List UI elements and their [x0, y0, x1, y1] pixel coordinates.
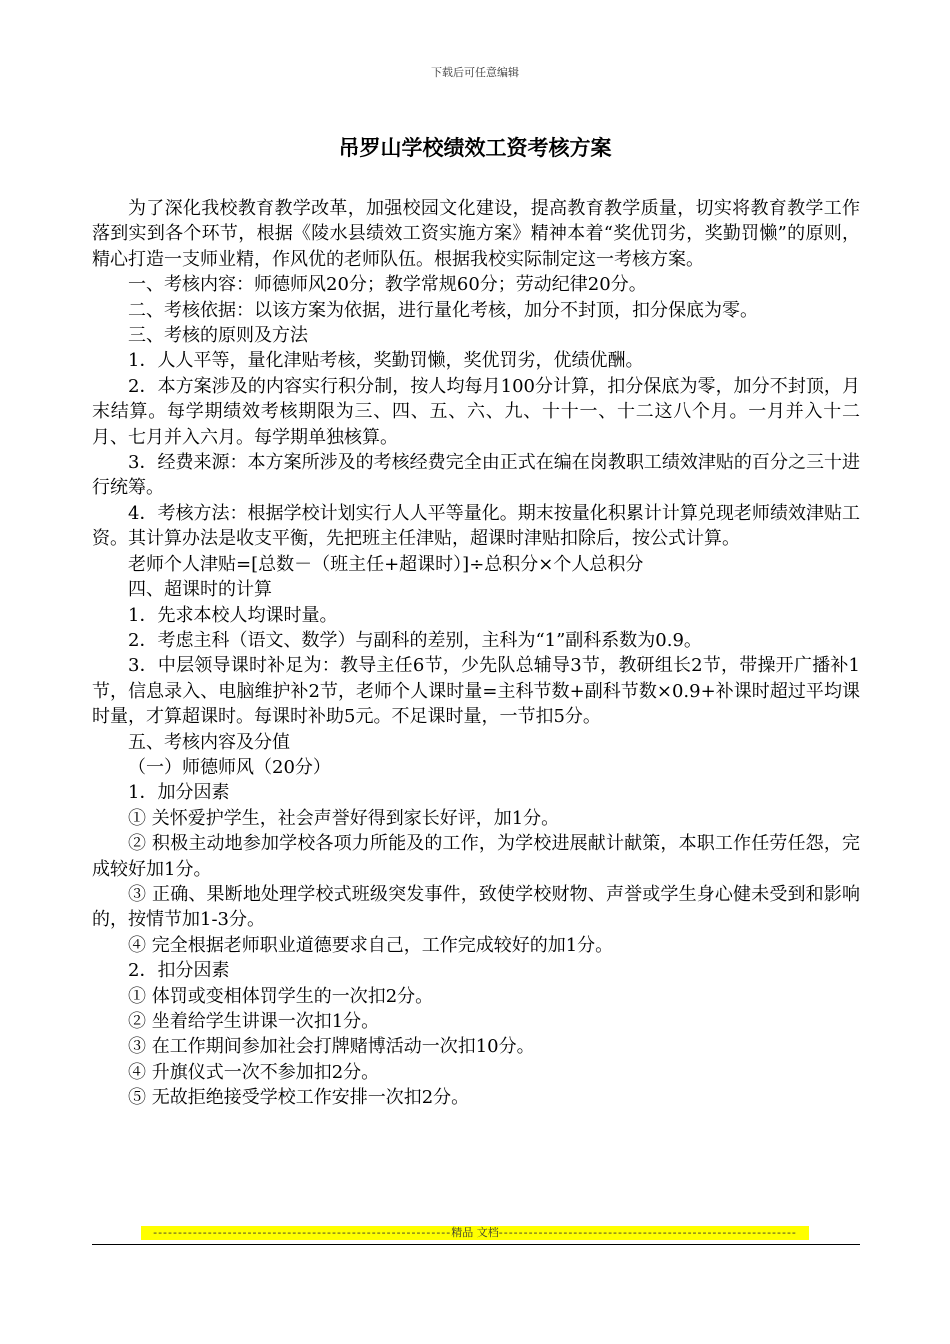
- paragraph: 三、考核的原则及方法: [128, 325, 308, 347]
- paragraph: 二、考核依据：以该方案为依据，进行量化考核，加分不封顶，扣分保底为零。: [128, 299, 758, 321]
- footer-dashes-left: ------------------------------------------------------------: [153, 1226, 452, 1239]
- paragraph: ③ 在工作期间参加社会打牌赌博活动一次扣10分。: [128, 1036, 535, 1058]
- paragraph: 老师个人津贴=[总数－（班主任+超课时）]÷总积分×个人总积分: [128, 553, 644, 575]
- paragraph: 四、超课时的计算: [128, 579, 272, 601]
- page-header: 下载后可任意编辑: [431, 66, 519, 79]
- paragraph: ③ 正确、果断地处理学校式班级突发事件，致使学校财物、声誉或学生身心健未受到和影响的，按情节加1-3分。: [92, 883, 860, 931]
- paragraph: 4．考核方法：根据学校计划实行人人平等量化。期末按量化积累计计算兑现老师绩效津贴工资。其计算办法是收支平衡，先把班主任津贴，超课时津贴扣除后，按公式计算。: [92, 502, 860, 550]
- document-body: [92, 196, 860, 1111]
- footer-rule: [92, 1244, 860, 1245]
- paragraph: ① 体罚或变相体罚学生的一次扣2分。: [128, 985, 434, 1007]
- document-title: 吊罗山学校绩效工资考核方案: [338, 136, 612, 160]
- paragraph: 五、考核内容及分值: [128, 731, 290, 753]
- paragraph: 为了深化我校教育教学改革，加强校园文化建设，提高教育教学质量，切实将教育教学工作落到实到各个环节，根据《陵水县绩效工资实施方案》精神本着“奖优罚劣，奖勤罚懒”的原则，精心打造一支师业精，作风优的老师队伍。根据我校实际制定这一考核方案。: [92, 198, 860, 270]
- paragraph: ② 坐着给学生讲课一次扣1分。: [128, 1011, 380, 1032]
- paragraph: ④ 完全根据老师职业道德要求自己，工作完成较好的加1分。: [128, 934, 614, 956]
- paragraph: 2．本方案涉及的内容实行积分制，按人均每月100分计算，扣分保底为零，加分不封顶，月末结算。每学期绩效考核期限为三、四、五、六、九、十十一、十二这八个月。一月并入十二月、七月并入六月。每学期单独核算。: [92, 375, 860, 448]
- paragraph: ⑤ 无故拒绝接受学校工作安排一次扣2分。: [128, 1087, 470, 1109]
- paragraph: （一）师德师风（20分）: [128, 756, 331, 778]
- paragraph: 2．考虑主科（语文、数学）与副科的差别，主科为“1”副科系数为0.9。: [128, 629, 702, 651]
- footer-label: 精品 文档: [451, 1226, 499, 1239]
- paragraph: 1．加分因素: [128, 782, 230, 804]
- paragraph: 一、考核内容：师德师风20分；教学常规60分；劳动纪律20分。: [128, 274, 647, 296]
- paragraph: ① 关怀爱护学生，社会声誉好得到家长好评，加1分。: [128, 807, 560, 829]
- paragraph: 1．先求本校人均课时量。: [128, 604, 338, 626]
- paragraph: 3．经费来源：本方案所涉及的考核经费完全由正式在编在岗教职工绩效津贴的百分之三十进行统筹。: [92, 452, 860, 499]
- paragraph: 2．扣分因素: [128, 960, 230, 982]
- footer-highlight-bar: [141, 1226, 809, 1240]
- paragraph: ② 积极主动地参加学校各项力所能及的工作，为学校进展献计献策，本职工作任劳任怨，完成较好加1分。: [92, 833, 860, 880]
- paragraph: 3．中层领导课时补足为：教导主任6节，少先队总辅导3节，教研组长2节，带操开广播补1节，信息录入、电脑维护补2节，老师个人课时量=主科节数+副科节数×0.9+补课时超过平均课时量，才算超课时。每课时补助5元。不足课时量，一节扣5分。: [92, 655, 860, 728]
- paragraph: ④ 升旗仪式一次不参加扣2分。: [128, 1061, 380, 1083]
- footer-dashes-right: ------------------------------------------------------------: [498, 1226, 797, 1239]
- paragraph: 1．人人平等，量化津贴考核，奖勤罚懒，奖优罚劣，优绩优酬。: [128, 350, 644, 372]
